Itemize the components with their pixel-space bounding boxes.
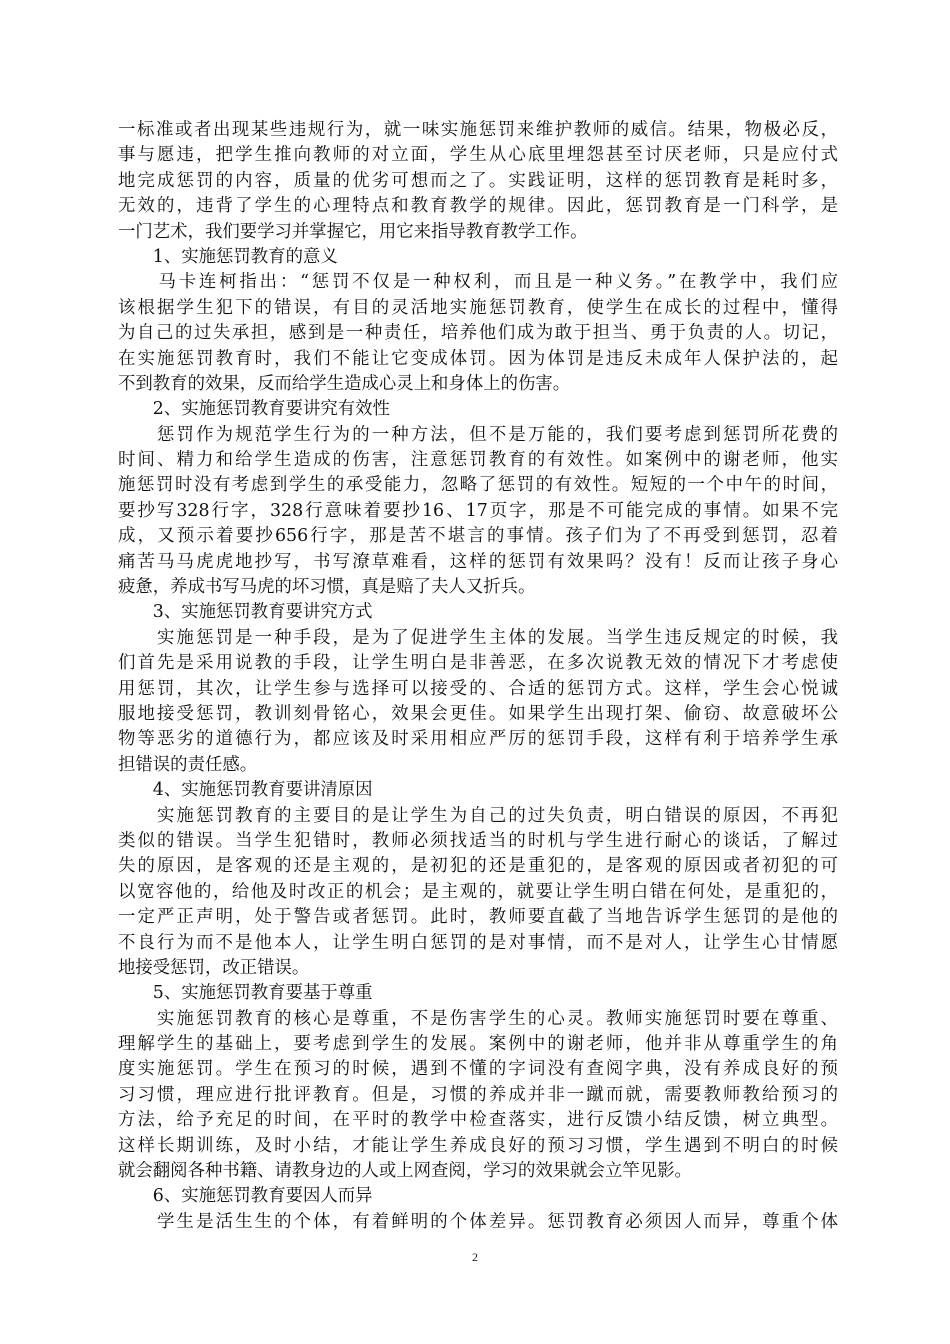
text-line: 一门艺术，我们要学习并掌握它，用它来指导教育教学工作。 [118,221,588,242]
text-line: 事与愿违，把学生推向教师的对立面，学生从心底里埋怨甚至讨厌老师，只是应付式 [118,145,838,166]
text-line: 实施惩罚教育的主要目的是让学生为自己的过失负责，明白错误的原因，不再犯 [118,805,838,826]
section-heading: 3、实施惩罚教育要讲究方式 [118,602,373,623]
section-heading: 1、实施惩罚教育的意义 [118,246,338,267]
text-line: 担错误的责任感。 [118,754,258,775]
text-line: 痛苦马马虎虎地抄写，书写潦草难看，这样的惩罚有效果吗？没有！反而让孩子身心 [118,551,838,572]
text-line: 物等恶劣的道德行为，都应该及时采用相应严厉的惩罚手段，这样有利于培养学生承 [118,729,838,750]
text-line: 要抄写328行字，328行意味着要抄16、17页字，那是不可能完成的事情。如果不完 [118,500,838,521]
text-line: 用惩罚，其次，让学生参与选择可以接受的、合适的惩罚方式。这样，学生会心悦诚 [118,678,838,699]
page-number: 2 [472,1250,478,1264]
section-heading: 6、实施惩罚教育要因人而异 [118,1186,373,1207]
text-line: 就会翻阅各种书籍、请教身边的人或上网查阅，学习的效果就会立竿见影。 [118,1161,692,1182]
text-line: 学生是活生生的个体，有着鲜明的个体差异。惩罚教育必须因人而异，尊重个体 [118,1211,838,1232]
text-line: 该根据学生犯下的错误，有目的灵活地实施惩罚教育，使学生在成长的过程中，懂得 [118,297,838,318]
text-line: 实施惩罚是一种手段，是为了促进学生主体的发展。当学生违反规定的时候，我 [118,627,838,648]
text-line: 服地接受惩罚，教训刻骨铭心，效果会更佳。如果学生出现打架、偷窃、故意破坏公 [118,703,838,724]
text-line: 时间、精力和给学生造成的伤害，注意惩罚教育的有效性。如案例中的谢老师，他实 [118,450,838,471]
text-line: 们首先是采用说教的手段，让学生明白是非善恶，在多次说教无效的情况下才考虑使 [118,653,838,674]
text-line: 地接受惩罚，改正错误。 [118,957,310,978]
text-line: 马卡连柯指出：“惩罚不仅是一种权利，而且是一种义务。”在教学中，我们应 [118,272,838,293]
text-line: 疲惫，养成书写马虎的坏习惯，真是赔了夫人又折兵。 [118,577,536,598]
text-line: 一定严正声明，处于警告或者惩罚。此时，教师要直截了当地告诉学生惩罚的是他的 [118,907,838,928]
text-line: 惩罚作为规范学生行为的一种方法，但不是万能的，我们要考虑到惩罚所花费的 [118,424,838,445]
section-heading: 2、实施惩罚教育要讲究有效性 [118,399,390,420]
text-line: 以宽容他的，给他及时改正的机会；是主观的，就要让学生明白错在何处，是重犯的， [118,881,838,902]
text-line: 方法，给予充足的时间，在平时的教学中检查落实，进行反馈小结反馈，树立典型。 [118,1110,838,1131]
text-line: 一标准或者出现某些违规行为，就一味实施惩罚来维护教师的威信。结果，物极必反， [118,120,838,140]
text-line: 为自己的过失承担，感到是一种责任，培养他们成为敢于担当、勇于负责的人。切记， [118,323,838,344]
text-line: 无效的，违背了学生的心理特点和教育教学的规律。因此，惩罚教育是一门科学，是 [118,196,838,217]
section-heading: 5、实施惩罚教育要基于尊重 [118,983,373,1004]
text-line: 地完成惩罚的内容，质量的优劣可想而之了。实践证明，这样的惩罚教育是耗时多， [118,170,838,191]
text-line: 不到教育的效果，反而给学生造成心灵上和身体上的伤害。 [118,373,571,394]
section-heading: 4、实施惩罚教育要讲清原因 [118,780,373,801]
text-line: 在实施惩罚教育时，我们不能让它变成体罚。因为体罚是违反未成年人保护法的，起 [118,348,838,369]
text-line: 理解学生的基础上，要考虑到学生的发展。案例中的谢老师，他并非从尊重学生的角 [118,1034,838,1055]
text-line: 这样长期训练，及时小结，才能让学生养成良好的预习习惯，学生遇到不明白的时候 [118,1135,838,1156]
text-line: 习习惯，理应进行批评教育。但是，习惯的养成并非一蹴而就，需要教师教给预习的 [118,1084,838,1105]
text-line: 成，又预示着要抄656行字，那是苦不堪言的事情。孩子们为了不再受到惩罚，忍着 [118,526,838,547]
text-line: 失的原因，是客观的还是主观的，是初犯的还是重犯的，是客观的原因或者初犯的可 [118,856,838,877]
text-line: 类似的错误。当学生犯错时，教师必须找适当的时机与学生进行耐心的谈话，了解过 [118,830,838,851]
text-line: 不良行为而不是他本人，让学生明白惩罚的是对事情，而不是对人，让学生心甘情愿 [118,932,838,953]
body-text [118,118,838,1235]
text-line: 度实施惩罚。学生在预习的时候，遇到不懂的字词没有查阅字典，没有养成良好的预 [118,1059,838,1080]
text-line: 施惩罚时没有考虑到学生的承受能力，忽略了惩罚的有效性。短短的一个中午的时间， [118,475,838,496]
text-line: 实施惩罚教育的核心是尊重，不是伤害学生的心灵。教师实施惩罚时要在尊重、 [118,1008,838,1029]
